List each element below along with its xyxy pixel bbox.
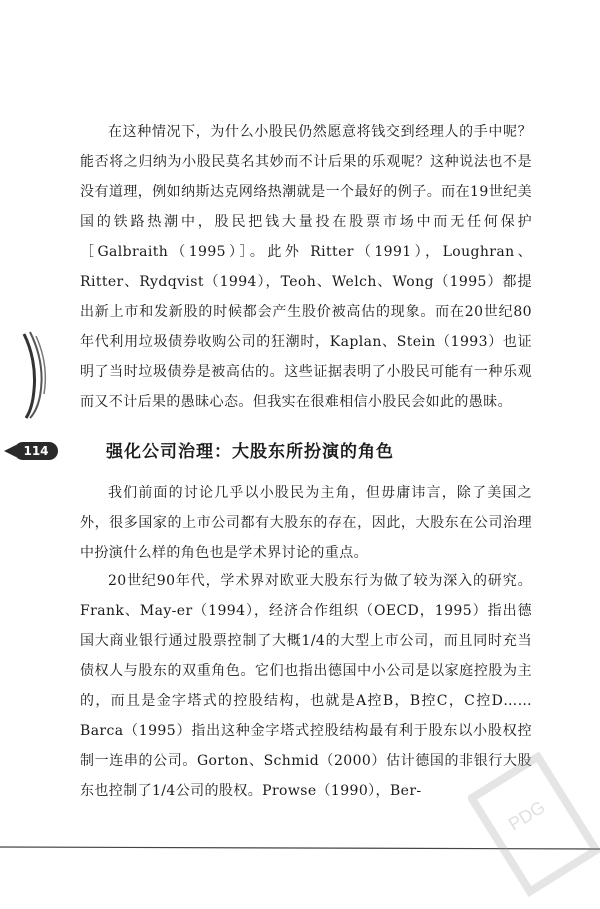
paragraph-3: 20世纪90年代，学术界对欧亚大股东行为做了较为深入的研究。Frank、May-er（1994），经济合作组织（OECD，1995）指出德国大商业银行通过股票控制了大概1/4的大型上市公司，而且同时充当债权人与股东的双重角色。它们也指出德国中小公司是以家庭控股为主的，而且是金字塔式的控股结构，也就是A控B，B控C，C控D……Barca（1995）指出这种金字塔式控股结构最有利于股东以小股权控制一连串的公司。Gorton、Schmid（2000）估计德国的非银行大股东也控制了1/4公司的股权。Prowse（1990），Ber- xyxy=(80,573,532,799)
paragraph-2: 我们前面的讨论几乎以小股民为主角，但毋庸讳言，除了美国之外，很多国家的上市公司都有大股东的存在，因此，大股东在公司治理中扮演什么样的角色也是学术界讨论的重点。 xyxy=(80,485,532,561)
paragraph-1: 在这种情况下，为什么小股民仍然愿意将钱交到经理人的手中呢？能否将之归纳为小股民莫名其妙而不计后果的乐观呢？这种说法也不是没有道理，例如纳斯达克网络热潮就是一个最好的例子。而在19世纪美国的铁路热潮中，股民把钱大量投在股票市场中而无任何保护［Galbraith（1995）］。此外 Ritter（1991），Loughran、Ritter、Rydqvist（1994），Teoh、Welch、Wong（1995）都提出新上市和发新股的时候都会产生股价被高估的现象。而在20世纪80年代利用垃圾债券收购公司的狂潮时，Kaplan、Stein（1993）也证明了当时垃圾债券是被高估的。这些证据表明了小股民可能有一种乐观而又不计后果的愚昧心态。但我实在很难相信小股民会如此的愚昧。 xyxy=(80,124,532,410)
section-heading: 强化公司治理：大股东所扮演的角色 xyxy=(106,442,394,462)
page-number: 114 xyxy=(23,444,49,458)
watermark xyxy=(468,740,600,905)
watermark-text: PDG xyxy=(504,796,549,835)
page-number-badge xyxy=(4,441,62,461)
binding-edge-mark xyxy=(18,330,52,424)
